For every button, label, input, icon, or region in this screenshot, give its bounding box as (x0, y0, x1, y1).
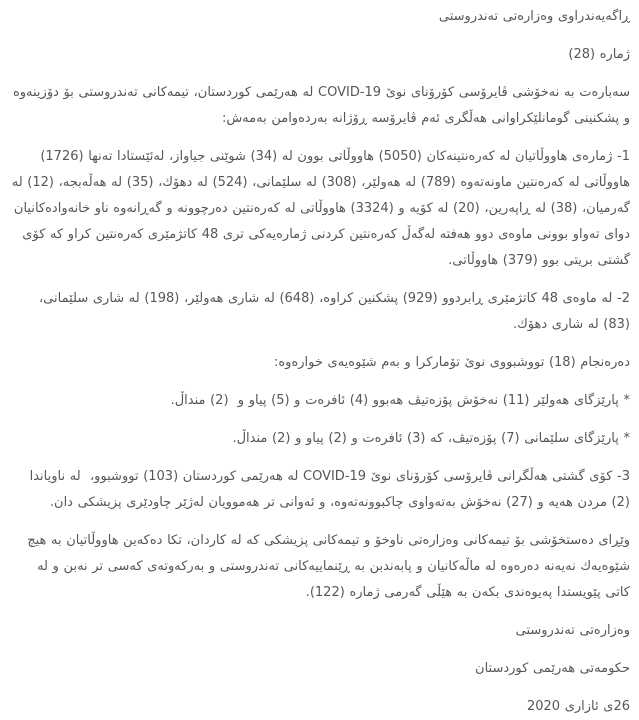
erbil-cases-line: * پارێزگای هەولێر (11) نەخۆش پۆزەتیڤ هەبوو (4) ئافرەت و (5) پیاو و (2) منداڵ. (170, 393, 630, 408)
date-line: 26ی ئازاری 2020 (526, 699, 630, 714)
signature-government-line: حکومەتی هەرێمی کوردستان (475, 661, 630, 676)
announcement-number-line: ژمارە (28) (568, 47, 630, 62)
quarantine-stats-paragraph: 1- ژمارەی هاووڵاتیان لە کەرەنتینەکان (5050) هاووڵاتی بوون لە (34) شوێنی جیاواز، لەئێستادا تەنها (1726) هاووڵاتی لە کەرەنتین ماونەتەوە (789) لە هەولێر، (308) لە سلێمانی، (524) لە دهۆك، (35) لە هەڵەبجە، (12) لە گەرمیان، (38) لە ڕاپەرین، (20) لە کۆیە و (3324) هاووڵاتی لە کەرەنتین دەرچوونە و گەڕانەوە ناو خانەوادەکانیان دوای تەواو بوونی ماوەی دوو هەفتە لەگەڵ کەرەنتین کردنی ژمارەیەکی تری 48 کاتژمێری کەرەنتین کراو کە کۆی گشتی بریتی بوو (379) هاووڵاتی. (7, 149, 630, 268)
signature-ministry-line: وەزارەتی تەندروستی (515, 623, 630, 638)
sulaymani-cases-line: * پارێزگای سلێمانی (7) پۆزەتیڤ، کە (3) ئافرەت و (2) پیاو و (2) منداڵ. (232, 431, 630, 446)
announcement-document (0, 4, 639, 720)
page (0, 4, 639, 714)
new-cases-intro-line: دەرەنجام (18) تووشبووی نوێ تۆمارکرا و بەم شێوەیەی خوارەوە: (273, 355, 630, 370)
tests-stats-paragraph: 2- لە ماوەی 48 کاتژمێری ڕابردوو (929) پشکنین کراوە، (648) لە شاری هەولێر، (198) لە شاری سلێمانی، (83) لە شاری دهۆك. (34, 291, 630, 332)
document-title-line: ڕاگەیەندراوی وەزارەتی تەندروستی (438, 9, 630, 24)
appeal-paragraph: وێڕای دەستخۆشی بۆ تیمەکانی وەزارەتی ناوخۆ و تیمەکانی پزیشکی کە لە کاردان، تکا دەکەین هاووڵاتیان بە هیچ شێوەیەك نەیەنە دەرەوە لە ماڵەکانیان و پابەندبن بە ڕێنماییەکانی تەندروستی و بەرکەوتەی کەسی تر نەبن و لە کاتی پێویستدا پەیوەندی بکەن بە هێڵی گەرمی ژمارە (122). (22, 533, 630, 600)
totals-paragraph: 3- کۆی گشتی هەڵگرانی ڤایرۆسی کۆرۆنای نوێ COVID-19 لە هەرێمی کوردستان (103) تووشبوو، لە ناویاندا (2) مردن هەیە و (27) نەخۆش بەتەواوی چاکبوونەتەوە، و ئەوانی تر هەموویان لەژێر چاودێری پزیشکی دان. (24, 469, 630, 510)
intro-paragraph: سەبارەت بە نەخۆشی ڤایرۆسی کۆرۆنای نوێ COVID-19 لە هەرێمی کوردستان، تیمەکانی تەندروستی بۆ دۆزینەوە و پشکنینی گومانلێکراوانی هەڵگری ئەم ڤایرۆسە ڕۆژانە بەردەوامن بەمەش: (8, 85, 630, 126)
